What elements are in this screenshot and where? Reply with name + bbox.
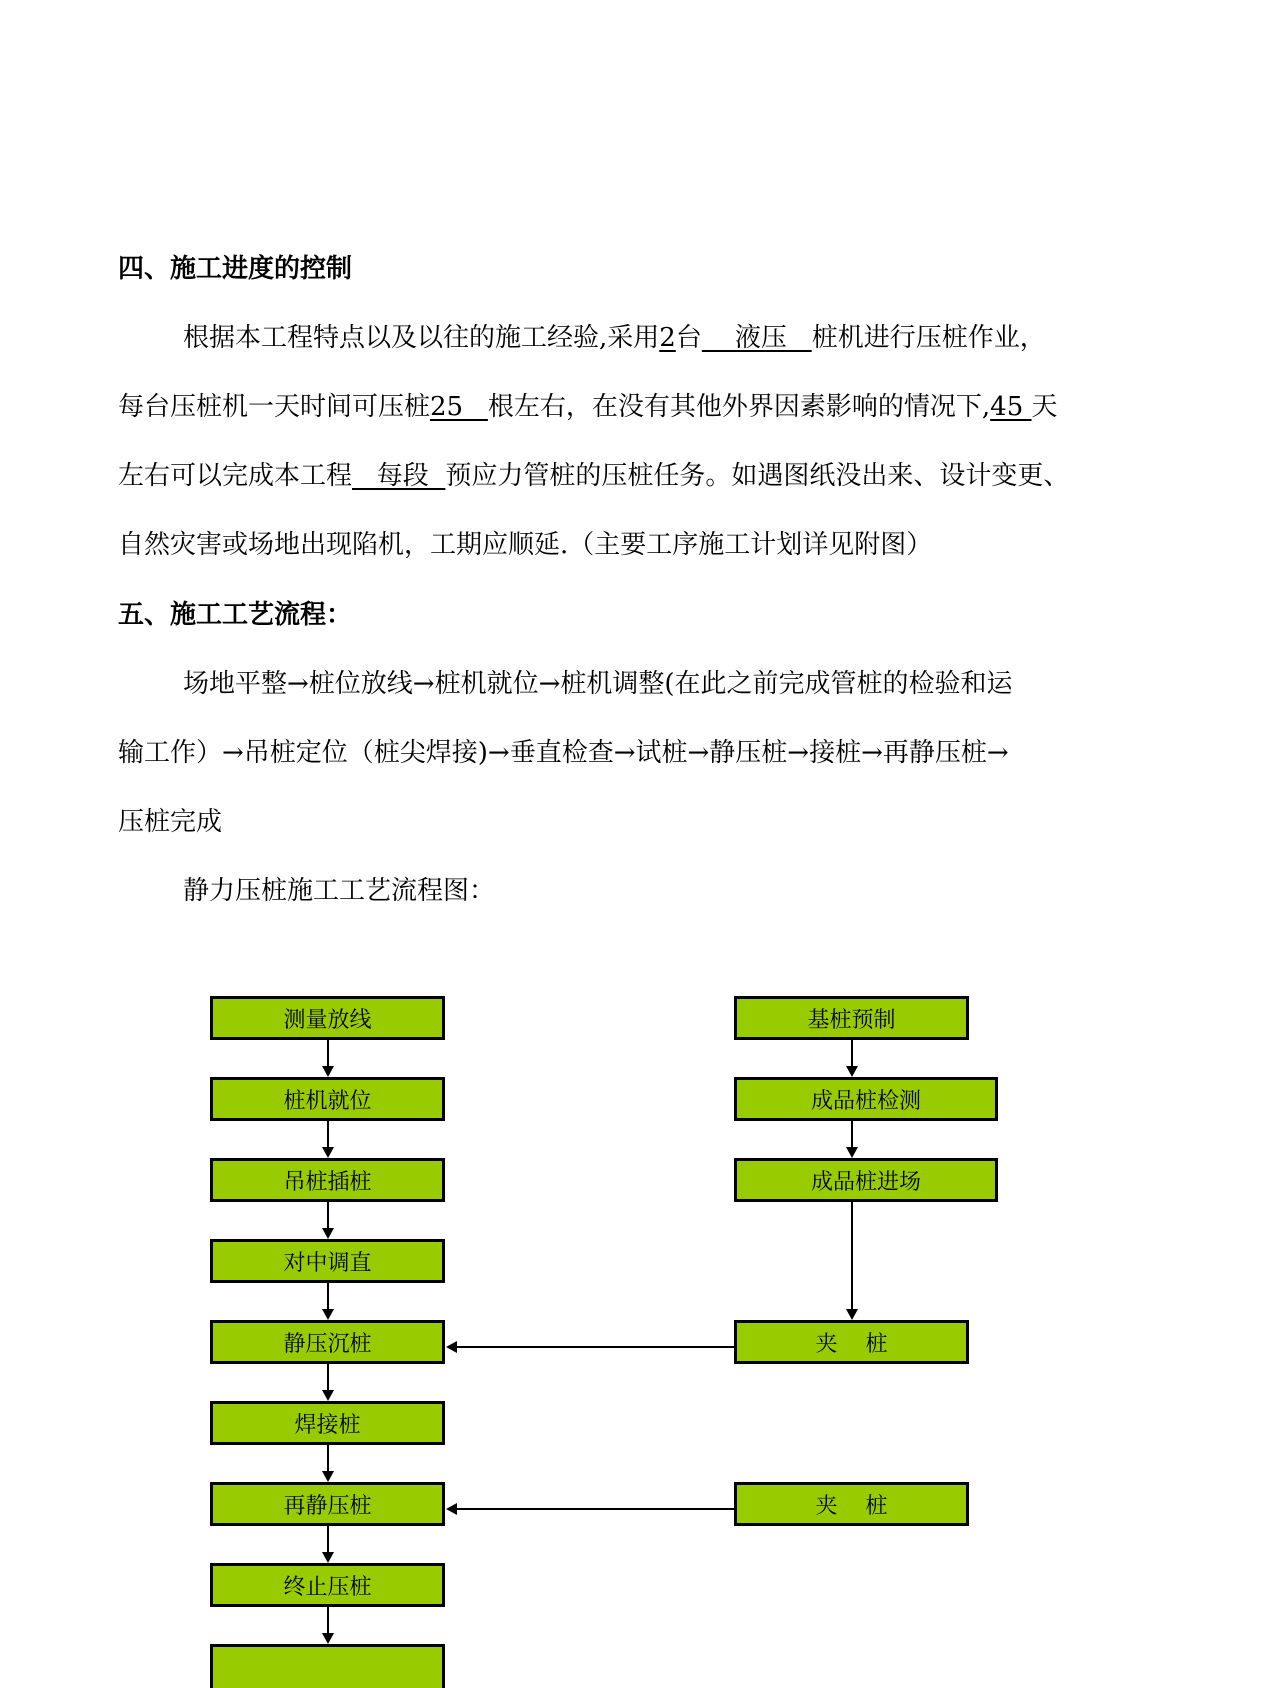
arrow-down-icon (322, 1147, 334, 1158)
paragraph-line (183, 321, 1046, 355)
text-run: 左右可以完成本工程 (118, 461, 353, 491)
paragraph-line (118, 459, 1069, 493)
arrow-down-icon (322, 1228, 334, 1239)
flow-box-clamp: 夹 桩 (734, 1320, 969, 1364)
text-run: 根左右，在没有其他外界因素影响的情况下, (487, 392, 991, 422)
connector-line (327, 1283, 329, 1310)
arrow-left-icon (446, 1341, 457, 1353)
text-run: 台 (675, 323, 702, 353)
connector-line (456, 1346, 736, 1348)
flow-box-align: 对中调直 (210, 1239, 445, 1283)
flow-box-press-sink: 静压沉桩 (210, 1320, 445, 1364)
arrow-down-icon (322, 1471, 334, 1482)
machine-count: 2 (659, 323, 676, 353)
section-4-heading: 四、施工进度的控制 (118, 254, 353, 284)
flow-box-inspection: 成品桩检测 (734, 1077, 998, 1121)
arrow-down-icon (322, 1552, 334, 1563)
arrow-left-icon (446, 1503, 457, 1515)
arrow-down-icon (322, 1633, 334, 1644)
flow-box-weld: 焊接桩 (210, 1401, 445, 1445)
connector-line (327, 1202, 329, 1229)
flow-box-survey: 测量放线 (210, 996, 445, 1040)
scope: 每段 (352, 461, 446, 491)
connector-line (851, 1040, 853, 1067)
paragraph-line (118, 390, 1058, 424)
flow-box-prefab: 基桩预制 (734, 996, 969, 1040)
connector-line (327, 1526, 329, 1553)
arrow-down-icon (322, 1066, 334, 1077)
arrow-down-icon (322, 1309, 334, 1320)
text-run: 根据本工程特点以及以往的施工经验,采用 (183, 323, 660, 353)
connector-line (851, 1121, 853, 1148)
paragraph-line: 自然灾害或场地出现陷机，工期应顺延.（主要工序施工计划详见附图） (118, 530, 933, 560)
flow-box-lift-insert: 吊桩插桩 (210, 1158, 445, 1202)
text-run: 预应力管桩的压桩任务。如遇图纸没出来、设计变更、 (445, 461, 1070, 491)
flow-box-clamp: 夹 桩 (734, 1482, 969, 1526)
connector-line (327, 1607, 329, 1634)
connector-line (456, 1508, 736, 1510)
flow-box-terminate: 终止压桩 (210, 1563, 445, 1607)
arrow-down-icon (322, 1390, 334, 1401)
section-5-heading: 五、施工工艺流程： (118, 600, 353, 630)
text-run: 桩机进行压桩作业， (811, 323, 1046, 353)
text-run: 天 (1031, 392, 1058, 422)
flow-box-delivery: 成品桩进场 (734, 1158, 998, 1202)
connector-line (327, 1121, 329, 1148)
flow-text-line: 场地平整→桩位放线→桩机就位→桩机调整(在此之前完成管桩的检验和运 (183, 669, 1013, 699)
machine-type: 液压 (701, 323, 812, 353)
diagram-title: 静力压桩施工工艺流程图： (183, 876, 496, 906)
text-run: 每台压桩机一天时间可压桩 (118, 392, 431, 422)
flow-box-rig-position: 桩机就位 (210, 1077, 445, 1121)
flow-text-line: 压桩完成 (118, 807, 223, 837)
days-count: 45 (990, 392, 1032, 422)
connector-line (327, 1040, 329, 1067)
piles-per-day: 25 (430, 392, 488, 422)
flow-box-repress: 再静压桩 (210, 1482, 445, 1526)
connector-line (327, 1445, 329, 1472)
connector-line (327, 1364, 329, 1391)
arrow-down-icon (846, 1066, 858, 1077)
arrow-down-icon (846, 1147, 858, 1158)
flow-text-line: 输工作）→吊桩定位（桩尖焊接)→垂直检查→试桩→静压桩→接桩→再静压桩→ (118, 738, 1009, 768)
flow-box-next (210, 1644, 445, 1688)
arrow-down-icon (846, 1309, 858, 1320)
connector-line (851, 1202, 853, 1310)
